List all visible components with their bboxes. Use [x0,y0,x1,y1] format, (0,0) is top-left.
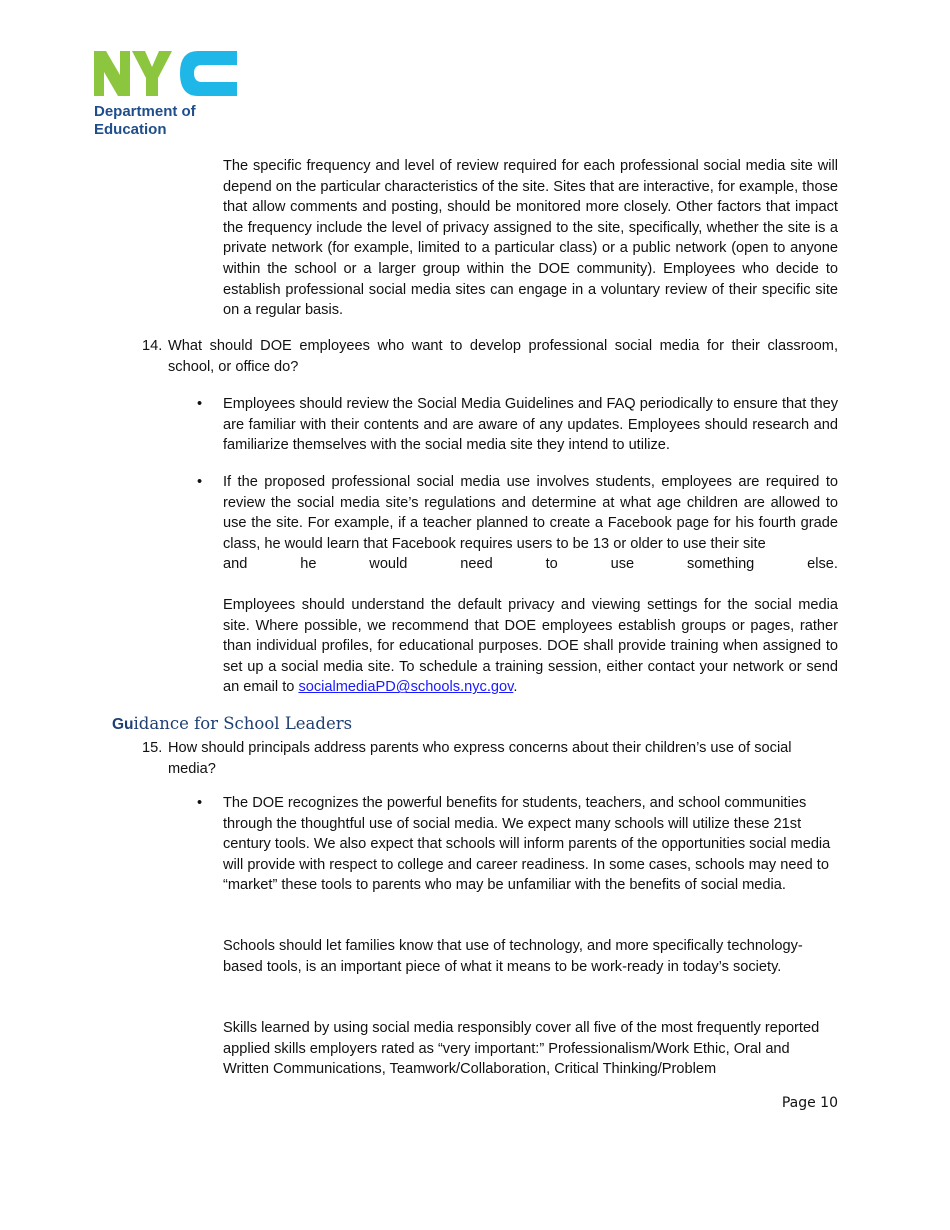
q15-question: How should principals address parents who express concerns about their children’s use of social media? [168,740,792,777]
q14-paragraph-text: Employees should understand the default privacy and viewing settings for the social media site. Where possible, we recommend that DOE employees establish groups or pages, rather than individual profiles, for educational purposes. DOE shall provide training when assigned to set up a social media site. To schedule a training session, either contact your network or send an email to [223,597,838,696]
q14-bullet-2-text: If the proposed professional social media use involves students, employees are required to review the social media site’s regulations and determine at what age children are allowed to use the site. For example, if a teacher planned to create a Facebook page for his fourth grade class, he would learn that Facebook requires users to be 13 or older to use their site [223,474,838,552]
q15-paragraph-3: Skills learned by using social media responsibly cover all five of the most frequently reported applied skills employers rated as “very important:” Professionalism/Work Ethic, Oral and Written Communications, Teamwork/Collaboration, Critical Thinking/Problem [223,1020,820,1078]
q14-number: 14. [142,338,163,354]
word: to [545,556,558,573]
q15-bullet-1: The DOE recognizes the powerful benefits for students, teachers, and school communities through the thoughtful use of social media. We expect many schools will utilize these 21st century tools. We also expect that schools will inform parents of the opportunities social media will provide with respect to college and career readiness. In some cases, schools may need to “market” these tools to parents who may be unfamiliar with the benefits of social media. [223,795,831,894]
word: else. [807,556,838,573]
q14-question: What should DOE employees who want to develop professional social media for their classroom, school, or office do? [168,338,838,375]
email-link[interactable]: socialmediaPD@schools.nyc.gov [298,679,514,696]
bullet-dot: • [197,795,203,811]
q14-bullet-2 [223,472,838,575]
logo-text [94,103,196,139]
q15-paragraph-2: Schools should let families know that use of technology, and more specifically technology-based tools, is an important piece of what it means to be work-ready in today’s society. [223,938,803,975]
q15-number: 15. [142,740,163,756]
word: and [223,556,248,573]
section-heading [112,714,352,734]
section-heading-prefix: Gu [112,716,134,733]
word: something [686,556,755,573]
logo-letter-n [94,51,130,96]
logo-letter-y [132,51,172,96]
word: use [610,556,635,573]
word: would [369,556,408,573]
word: he [300,556,317,573]
q14-paragraph-after [223,595,838,698]
word: need [460,556,493,573]
q14-bullet-2-last-line [223,554,838,575]
bullet-dot: • [197,474,203,490]
q14-bullet-1: Employees should review the Social Media Guidelines and FAQ periodically to ensure that they are familiar with their contents and are aware of any updates. Employees should research and familiarize themselves with the social media site they intend to utilize. [223,396,838,454]
email-period: . [513,679,518,696]
logo-line-1: Department of [94,103,196,120]
logo-letter-c [180,51,237,96]
intro-paragraph: The specific frequency and level of review required for each professional social media site will depend on the particular characteristics of the site. Sites that are interactive, for example, those that allow comments and posting, should be monitored more closely. Other factors that impact the frequency include the level of privacy assigned to the site, specifically, whether the site is a private network (for example, limited to a particular class) or a public network (open to anyone within the school or a larger group within the DOE community). Employees who decide to establish professional social media sites can engage in a voluntary review of their specific site on a regular basis. [223,158,838,319]
bullet-dot: • [197,396,203,412]
logo-line-2: Education [94,121,167,138]
page-number: Page 10 [781,1095,838,1111]
section-heading-rest: idance for School Leaders [133,714,353,733]
